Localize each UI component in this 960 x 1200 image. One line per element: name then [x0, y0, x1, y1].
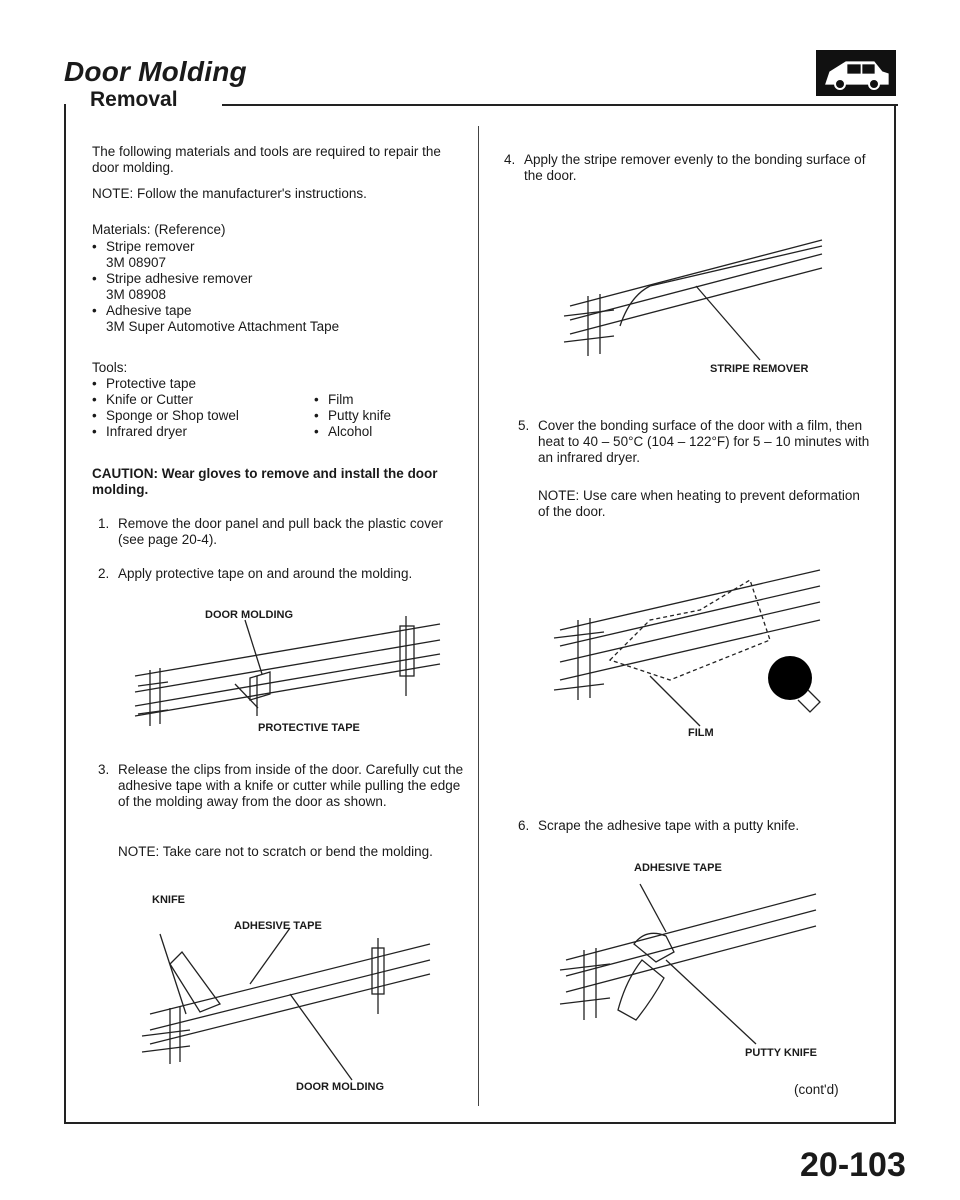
intro-text: The following materials and tools are required to repair the door molding.: [92, 144, 441, 175]
step-text: Apply the stripe remover evenly to the bonding surface of the door.: [524, 152, 866, 183]
car-body-icon: [816, 50, 896, 96]
step-text: Remove the door panel and pull back the plastic cover (see page 20-4).: [118, 516, 443, 547]
frame-top-rule: [222, 104, 898, 106]
label-knife: KNIFE: [152, 894, 185, 906]
materials-list: [92, 222, 464, 335]
step-text: Apply protective tape on and around the molding.: [118, 566, 413, 581]
step-number: 6.: [518, 818, 530, 833]
label-stripe-remover: STRIPE REMOVER: [710, 363, 809, 375]
figure-putty-knife: [556, 870, 846, 1050]
materials-heading: Materials: (Reference): [92, 222, 226, 237]
step-number: 5.: [518, 418, 530, 433]
list-item: [92, 303, 464, 335]
step-5-note: NOTE: Use care when heating to prevent deformation of the door.: [538, 488, 860, 519]
list-item: • Knife or Cutter: [92, 392, 292, 408]
page-title: Door Molding: [64, 56, 247, 87]
list-item: [92, 239, 464, 271]
step-4: [504, 152, 872, 184]
step-3: [98, 762, 464, 810]
label-film: FILM: [688, 727, 714, 739]
step-number: 1.: [98, 516, 110, 531]
figure-stripe-remover: [560, 226, 840, 366]
list-item: • Sponge or Shop towel: [92, 408, 292, 424]
column-divider: [478, 126, 479, 1106]
label-protective-tape: PROTECTIVE TAPE: [258, 722, 360, 734]
list-item: [92, 271, 464, 303]
step-2: [98, 566, 464, 582]
step-text: Cover the bonding surface of the door with a film, then heat to 40 – 50°C (104 – 122°F) for 5 – 10 minutes with an infrared dryer.: [538, 418, 870, 465]
label-door-molding-2: DOOR MOLDING: [296, 1081, 384, 1093]
step-5: [518, 418, 872, 466]
step-3-note: NOTE: Take care not to scratch or bend the molding.: [118, 844, 433, 859]
step-text: Release the clips from inside of the door. Carefully cut the adhesive tape with a knife or cutter while pulling the edge of the molding away from the door as shown.: [118, 762, 464, 809]
page-number: 20-103: [800, 1146, 906, 1184]
step-number: 4.: [504, 152, 516, 167]
note-text: NOTE: Follow the manufacturer's instructions.: [92, 186, 367, 201]
step-6: [518, 818, 872, 834]
label-putty-knife: PUTTY KNIFE: [745, 1047, 817, 1059]
material-code: 3M 08908: [106, 287, 167, 302]
tools-list: [92, 360, 292, 440]
step-text: Scrape the adhesive tape with a putty knife.: [538, 818, 800, 833]
step-number: 2.: [98, 566, 110, 581]
list-item: • Alcohol: [314, 424, 464, 440]
material-code: 3M 08907: [106, 255, 167, 270]
list-item: • Putty knife: [314, 408, 464, 424]
continued-note: (cont'd): [794, 1082, 839, 1097]
step-number: 3.: [98, 762, 110, 777]
tools-list-2: [314, 392, 464, 440]
label-adhesive-tape-2: ADHESIVE TAPE: [634, 862, 722, 874]
figure-film: [550, 550, 850, 730]
label-door-molding: DOOR MOLDING: [205, 609, 293, 621]
material-code: 3M Super Automotive Attachment Tape: [106, 319, 340, 334]
tools-heading: Tools:: [92, 360, 128, 375]
step-1: [98, 516, 464, 548]
material-name: • Stripe adhesive remover: [106, 271, 253, 286]
label-adhesive-tape: ADHESIVE TAPE: [234, 920, 322, 932]
list-item: • Film: [314, 392, 464, 408]
caution-text: CAUTION: Wear gloves to remove and install the door molding.: [92, 466, 438, 497]
material-name: • Stripe remover: [106, 239, 195, 254]
list-item: • Infrared dryer: [92, 424, 292, 440]
list-item: • Protective tape: [92, 376, 292, 392]
material-name: • Adhesive tape: [106, 303, 192, 318]
section-heading: Removal: [82, 88, 186, 112]
